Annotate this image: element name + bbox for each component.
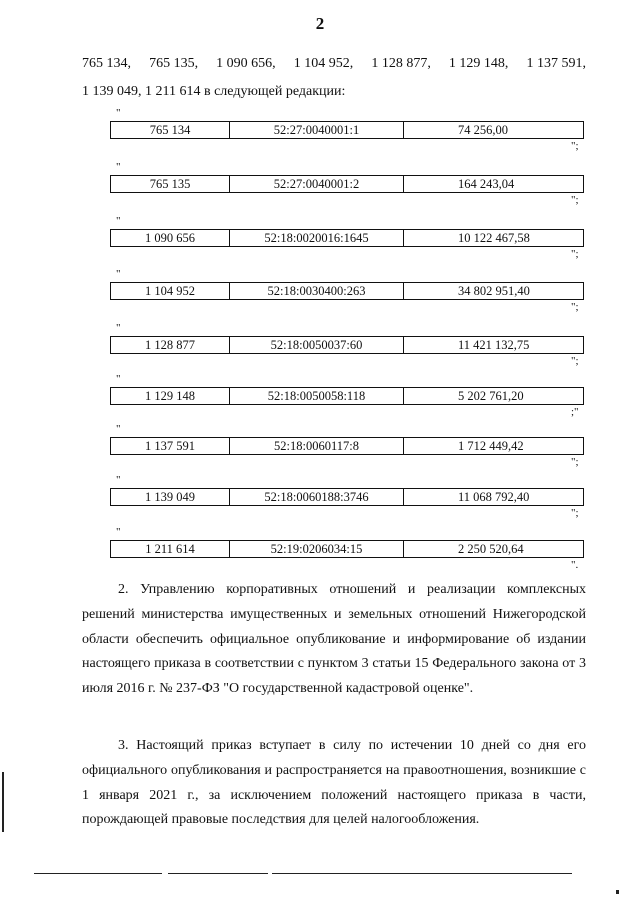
opening-quote: " xyxy=(116,215,121,227)
cadastral-value-cell: 5 202 761,20 xyxy=(458,389,524,403)
intro-word: 1 090 656, xyxy=(216,56,276,71)
table-row xyxy=(110,229,584,247)
amendment-entry xyxy=(0,268,640,324)
intro-line-2: 1 139 049, 1 211 614 в следующей редакции: xyxy=(82,84,346,99)
cadastral-number-cell: 52:19:0206034:15 xyxy=(230,541,404,557)
footer-rule xyxy=(272,873,572,874)
amendment-entry xyxy=(0,526,640,582)
closing-quote: "; xyxy=(571,194,579,206)
amendment-entry xyxy=(0,161,640,217)
object-id-cell: 1 128 877 xyxy=(111,337,230,353)
cadastral-value-cell: 34 802 951,40 xyxy=(458,284,530,298)
paragraph-2 xyxy=(82,578,586,702)
opening-quote: " xyxy=(116,107,121,119)
amendment-entry xyxy=(0,474,640,530)
amendment-entry xyxy=(0,107,640,163)
opening-quote: " xyxy=(116,268,121,280)
intro-line-1 xyxy=(82,50,586,78)
intro-word: 765 135, xyxy=(149,56,199,71)
table-row xyxy=(110,175,584,193)
closing-quote: "; xyxy=(571,456,579,468)
opening-quote: " xyxy=(116,373,121,385)
cadastral-value-cell: 2 250 520,64 xyxy=(458,542,524,556)
cadastral-number-cell: 52:18:0060117:8 xyxy=(230,438,404,454)
amendment-entry xyxy=(0,322,640,378)
cadastral-number-cell: 52:18:0050037:60 xyxy=(230,337,404,353)
page-number: 2 xyxy=(315,14,325,33)
intro-word: 765 134, xyxy=(82,56,131,71)
object-id-cell: 765 134 xyxy=(111,122,230,138)
opening-quote: " xyxy=(116,474,121,486)
intro-text xyxy=(82,50,586,106)
cadastral-number-cell: 52:27:0040001:2 xyxy=(230,176,404,192)
object-id-cell: 1 211 614 xyxy=(111,541,230,557)
opening-quote: " xyxy=(116,526,121,538)
closing-quote: "; xyxy=(571,248,579,260)
table-row xyxy=(110,488,584,506)
cadastral-value-cell: 11 068 792,40 xyxy=(458,490,530,504)
object-id-cell: 1 090 656 xyxy=(111,230,230,246)
footer-rule xyxy=(168,873,268,874)
closing-quote: "; xyxy=(571,507,579,519)
cadastral-value-cell: 74 256,00 xyxy=(458,123,508,137)
table-row xyxy=(110,282,584,300)
closing-quote: "; xyxy=(571,355,579,367)
amendment-entry xyxy=(0,423,640,479)
object-id-cell: 1 137 591 xyxy=(111,438,230,454)
closing-quote: ;" xyxy=(571,406,579,418)
intro-word: 1 104 952, xyxy=(293,56,354,71)
cadastral-number-cell: 52:18:0030400:263 xyxy=(230,283,404,299)
closing-quote: ". xyxy=(571,559,579,571)
cadastral-number-cell: 52:18:0050058:118 xyxy=(230,388,404,404)
closing-quote: "; xyxy=(571,301,579,313)
object-id-cell: 1 129 148 xyxy=(111,388,230,404)
table-row xyxy=(110,121,584,139)
cadastral-value-cell: 10 122 467,58 xyxy=(458,231,530,245)
intro-word: 1 137 591, xyxy=(526,56,586,71)
table-row xyxy=(110,540,584,558)
table-row xyxy=(110,336,584,354)
intro-word: 1 128 877, xyxy=(371,56,431,71)
intro-word: 1 129 148, xyxy=(448,56,509,71)
opening-quote: " xyxy=(116,161,121,173)
paragraph-3-text: 3. Настоящий приказ вступает в силу по истечении 10 дней со дня его официального опубликования и распространяется на правоотношения, возникшие с 1 января 2021 г., за исключением положений настоящего приказа в части, порождающей правовые последствия для целей налогообложения. xyxy=(82,738,586,828)
opening-quote: " xyxy=(116,322,121,334)
table-row xyxy=(110,437,584,455)
cadastral-value-cell: 1 712 449,42 xyxy=(458,439,524,453)
cadastral-number-cell: 52:18:0060188:3746 xyxy=(230,489,404,505)
table-row xyxy=(110,387,584,405)
cadastral-value-cell: 164 243,04 xyxy=(458,177,515,191)
object-id-cell: 1 104 952 xyxy=(111,283,230,299)
scan-margin-mark xyxy=(2,772,4,832)
cadastral-value-cell: 11 421 132,75 xyxy=(458,338,530,352)
amendment-entry xyxy=(0,373,640,429)
paragraph-2-text: 2. Управлению корпоративных отношений и реализации комплексных решений министерства имущественных и земельных отношений Нижегородской области обеспечить официальное опубликование и информирование об издании настоящего приказа в соответствии с пунктом 3 статьи 15 Федерального закона от 3 июля 2016 г. № 237-ФЗ "О государственной кадастровой оценке". xyxy=(82,582,586,697)
footer-rule xyxy=(34,873,162,874)
cadastral-number-cell: 52:27:0040001:1 xyxy=(230,122,404,138)
object-id-cell: 765 135 xyxy=(111,176,230,192)
amendment-entry xyxy=(0,215,640,271)
closing-quote: "; xyxy=(571,140,579,152)
cadastral-number-cell: 52:18:0020016:1645 xyxy=(230,230,404,246)
opening-quote: " xyxy=(116,423,121,435)
paragraph-3 xyxy=(82,734,586,833)
object-id-cell: 1 139 049 xyxy=(111,489,230,505)
scan-mark xyxy=(616,890,619,894)
